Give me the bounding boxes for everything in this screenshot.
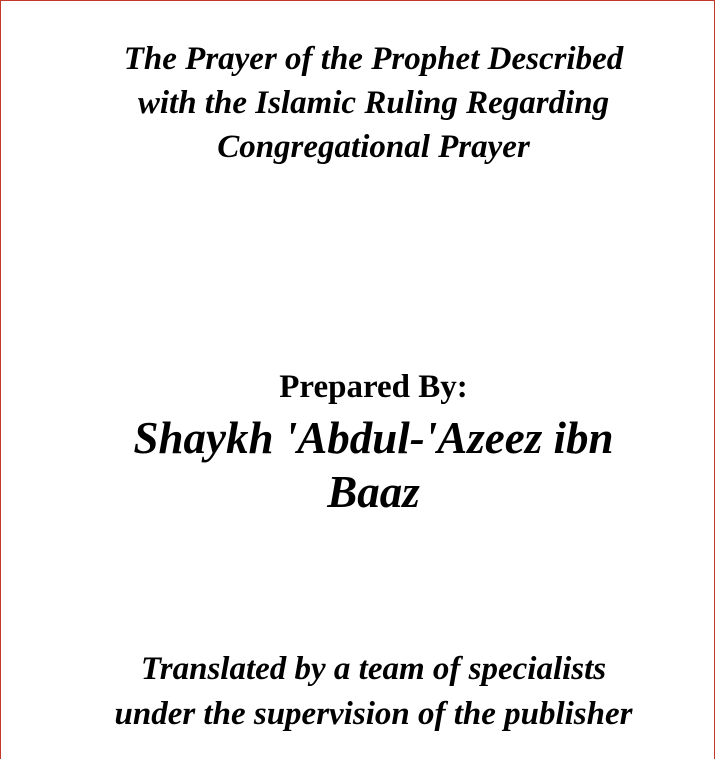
title-line-1: The Prayer of the Prophet Described bbox=[123, 41, 624, 77]
title-line-3: Congregational Prayer bbox=[217, 129, 530, 165]
author-name bbox=[1, 411, 715, 519]
translation-credit bbox=[1, 647, 715, 737]
translation-line-2: under the supervision of the publisher bbox=[114, 696, 633, 732]
title-line-2: with the Islamic Ruling Regarding bbox=[137, 85, 610, 121]
author-line-1: Shaykh 'Abdul-'Azeez ibn bbox=[133, 413, 614, 463]
document-title bbox=[1, 37, 715, 169]
prepared-by-label: Prepared By: bbox=[279, 369, 468, 405]
translation-line-1: Translated by a team of specialists bbox=[140, 651, 607, 687]
author-line-2: Baaz bbox=[327, 467, 420, 517]
